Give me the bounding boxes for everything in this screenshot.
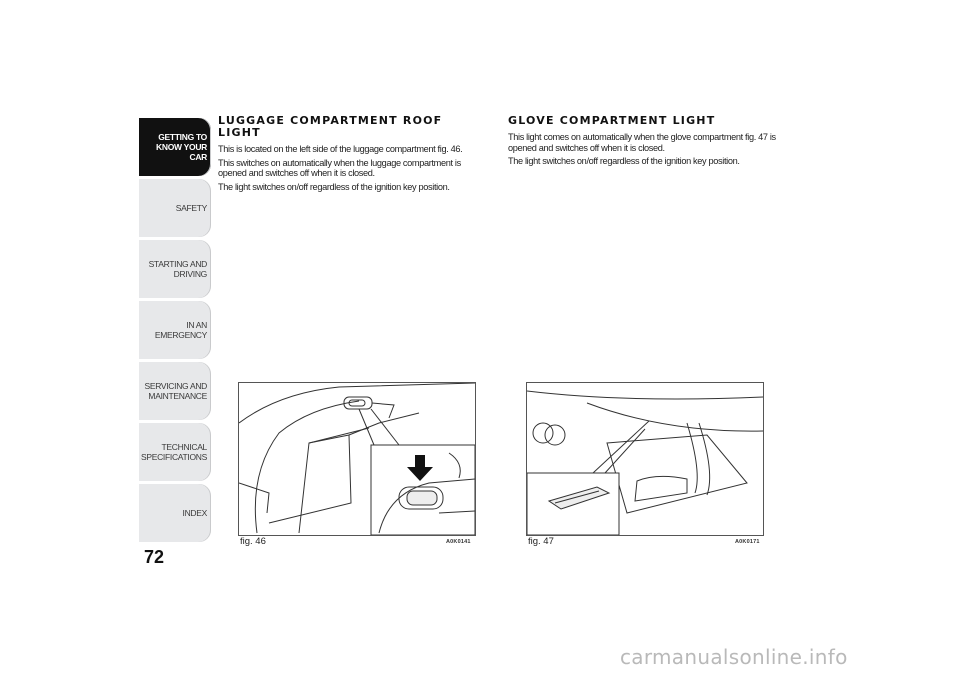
tab-label: IN AN EMERGENCY — [154, 320, 207, 340]
tab-servicing-and-maintenance[interactable] — [139, 362, 211, 420]
paragraph: This light comes on automatically when the glove compartment fig. 47 is opened and switches off when it is closed. — [508, 132, 776, 153]
tab-in-an-emergency[interactable] — [139, 301, 211, 359]
paragraph: The light switches on/off regardless of the ignition key position. — [508, 156, 740, 166]
figure-46-illustration — [238, 382, 476, 536]
paragraph: This is located on the left side of the luggage compartment fig. 46. — [218, 144, 463, 154]
glove-compartment-drawing — [527, 383, 763, 535]
glove-light-section — [508, 115, 776, 170]
section-heading: GLOVE COMPARTMENT LIGHT — [508, 114, 716, 127]
figure-47-code: A0K0171 — [735, 539, 760, 545]
paragraph: The light switches on/off regardless of the ignition key position. — [218, 181, 450, 192]
chapter-tabs — [139, 118, 211, 545]
tab-label: GETTING TO KNOW YOUR CAR — [156, 132, 207, 162]
figure-46-code: A0K0141 — [446, 539, 471, 545]
tab-label: SERVICING AND MAINTENANCE — [144, 381, 207, 401]
luggage-light-section — [218, 115, 486, 195]
luggage-compartment-drawing — [239, 383, 475, 535]
figure-47-illustration — [526, 382, 764, 536]
paragraph: This switches on automatically when the luggage compartment is opened and switches off when it is closed. — [218, 157, 461, 178]
tab-label: SAFETY — [175, 203, 207, 213]
figure-46-caption: fig. 46 — [240, 536, 266, 547]
tab-label: TECHNICAL SPECIFICATIONS — [140, 442, 207, 462]
tab-label: INDEX — [182, 508, 207, 518]
tab-label: STARTING AND DRIVING — [148, 259, 207, 279]
tab-getting-to-know-your-car[interactable] — [139, 118, 211, 176]
tab-safety[interactable] — [139, 179, 211, 237]
tab-starting-and-driving[interactable] — [139, 240, 211, 298]
tab-index[interactable] — [139, 484, 211, 542]
section-heading: LUGGAGE COMPARTMENT ROOF LIGHT — [218, 114, 443, 139]
tab-technical-specifications[interactable] — [139, 423, 211, 481]
watermark-text: carmanualsonline.info — [620, 645, 848, 669]
page-number: 72 — [144, 547, 165, 567]
figure-47-caption: fig. 47 — [528, 536, 554, 547]
